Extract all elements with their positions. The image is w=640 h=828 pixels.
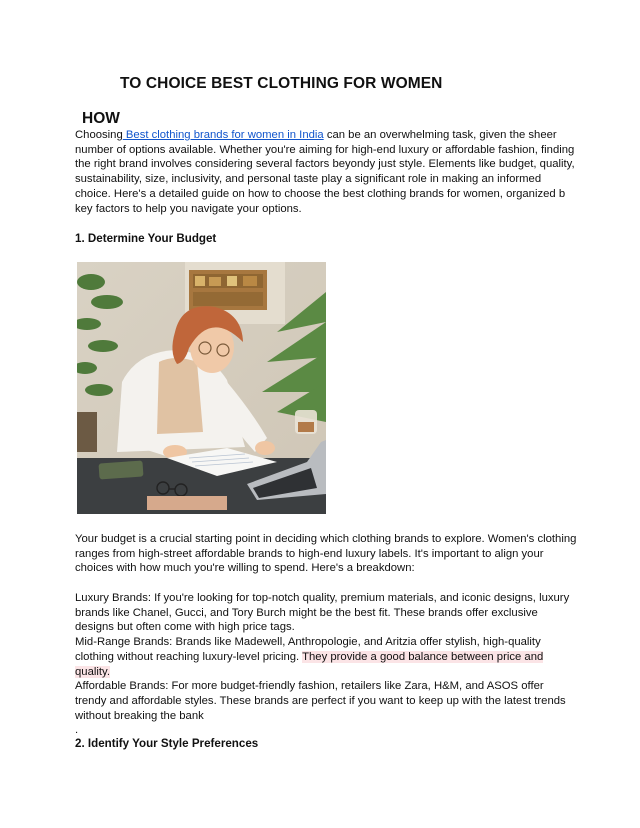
mid-range-line: Mid-Range Brands: Brands like Madewell, Anthropologie, and Aritzia offer stylish, high-quality [75,636,541,649]
luxury-line: brands like Chanel, Gucci, and Tory Burch might be the best fit. These brands offer exclusive [75,606,538,619]
intro-paragraph [75,128,575,216]
mid-range-line-3 [75,665,570,680]
section-heading-budget: 1. Determine Your Budget [75,232,217,245]
affordable-line: trendy and affordable styles. These brands are perfect if you want to keep up with the latest trends [75,694,566,707]
intro-line: choice. Here's a detailed guide on how to choose the best clothing brands for women, organized b [75,187,566,200]
mid-range-plain-text: clothing without reaching luxury-level pricing. [75,650,303,663]
budget-line: choices with how much you're willing to spend. Here's a breakdown: [75,562,415,575]
document-title: TO CHOICE BEST CLOTHING FOR WOMEN [120,75,443,92]
brands-paragraph [75,591,570,738]
intro-after-link: can be an overwhelming task, given the sheer [323,129,557,141]
how-heading: HOW [82,110,120,127]
intro-line: number of options available. Whether you're aiming for high-end luxury or affordable fashion, finding [75,143,575,156]
budget-line: Your budget is a crucial starting point in deciding which clothing brands to explore. Women's clothing [75,533,577,545]
intro-line: sustainability, size, inclusivity, and personal taste play a significant role in making an informed [75,173,542,186]
highlighted-text: quality. [75,665,110,678]
highlighted-text: They provide a good balance between price and [302,650,544,663]
best-clothing-brands-link[interactable]: Best clothing brands for women in India [122,129,324,141]
affordable-line: without breaking the bank [75,709,204,722]
trailing-dot: . [75,724,79,737]
intro-lead: Choosing [75,129,123,141]
intro-line-1 [75,128,570,143]
mid-range-line-2 [75,650,570,665]
woman-writing-at-laptop-photo [77,262,326,514]
intro-line: the right brand involves considering several factors beyondy just style. Elements like budget, quality, [75,158,575,171]
budget-paragraph [75,532,577,576]
luxury-line: Luxury Brands: If you're looking for top-notch quality, premium materials, and iconic designs, luxury [75,592,570,604]
affordable-line: Affordable Brands: For more budget-friendly fashion, retailers like Zara, H&M, and ASOS offer [75,680,544,693]
budget-line: ranges from high-street affordable brands to high-end luxury labels. It's important to align your [75,547,544,560]
intro-line: key factors to help you navigate your options. [75,202,302,215]
section-heading-style: 2. Identify Your Style Preferences [75,737,259,750]
luxury-line: designs but often come with high price tags. [75,621,295,634]
